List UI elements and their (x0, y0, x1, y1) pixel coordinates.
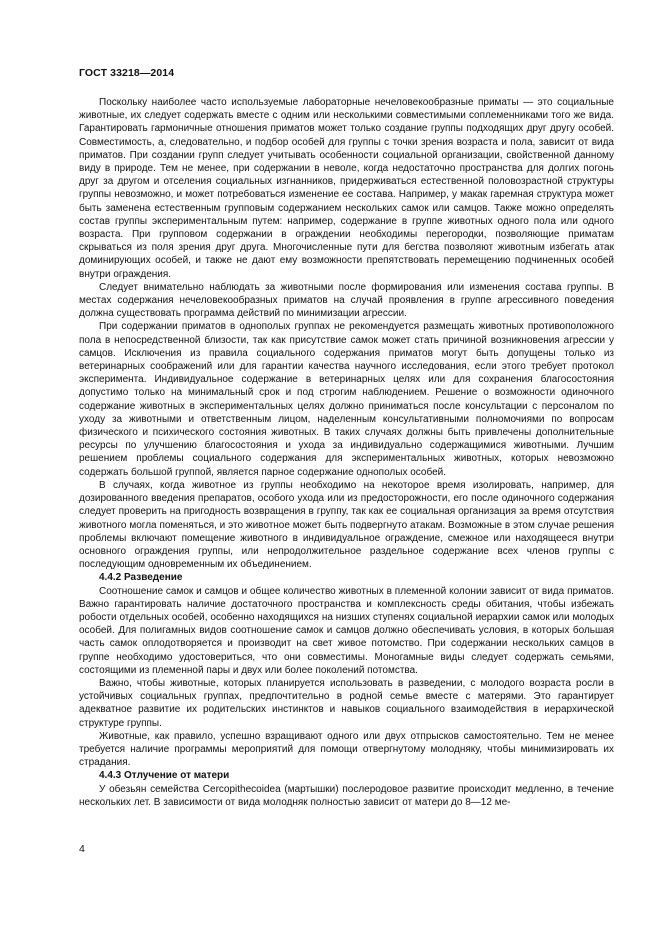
section-heading-breeding: 4.4.2 Разведение (99, 572, 183, 584)
document-body (79, 96, 614, 809)
paragraph: Важно, чтобы животные, которых планируется использовать в разведении, с молодого возраста росли в устойчивых социальных группах, предпочтительно в родной семье вместе с матерями. Это гарантирует адекватное развитие их родительских инстинктов и навыков социального взаимодействия в иерархической структуре группы. (79, 677, 614, 729)
paragraph: Животные, как правило, успешно взращивают одного или двух отпрысков самостоятельно. Тем не менее требуется наличие программы мероприятий для помощи отвергнутому молодняку, чтобы минимизировать их страдания. (79, 730, 614, 769)
document-header: ГОСТ 33218—2014 (79, 67, 175, 79)
paragraph: При содержании приматов в однополых группах не рекомендуется размещать животных противоположного пола в непосредственной близости, так как присутствие самок может стать причиной возникновения агрессии у самцов. Исключения из правила социального содержания приматов могут быть допущены только из ветеринарных соображений или для гарантии качества научного исследования, если этого требует протокол эксперимента. Индивидуальное содержание в ветеринарных целях или для сохранения благосостояния допустимо только на минимальный срок и под строгим наблюдением. Решение о возможности одиночного содержание животных в экспериментальных целях должно приниматься после консультации с персоналом по уходу за животными и ответственным лицом, наделенным консультативными полномочиями по вопросам физического и психического состояния животных. В таких случаях должны быть привлечены дополнительные ресурсы по улучшению благосостояния и ухода за индивидуально содержащимися животными. Лучшим решением проблемы социального содержания для экспериментальных животных, которых невозможно содержать большой группой, является парное содержание однополых особей. (79, 321, 614, 478)
paragraph: В случаях, когда животное из группы необходимо на некоторое время изолировать, например, для дозированного введения препаратов, особого ухода или из предосторожности, его после одиночного содержания следует проверить на пригодность возвращения в группу, так как ее социальная организация за время отсутствия животного могла поменяться, и это животное может быть подвергнуто атакам. Возможные в этом случае решения проблемы включают помещение животного в индивидуальное ограждение, смежное или находящееся внутри основного ограждения группы, или непродолжительное раздельное содержание всех членов группы с последующим одновременным их объединением. (79, 479, 614, 571)
page-number: 4 (79, 843, 85, 855)
paragraph: Следует внимательно наблюдать за животными после формирования или изменения состава группы. В местах содержания нечеловекообразных приматов на случай проявления в группе агрессивного поведения должна существовать программа действий по минимизации агрессии. (79, 281, 614, 320)
section-heading-weaning: 4.4.3 Отлучение от матери (99, 770, 230, 782)
paragraph: Соотношение самок и самцов и общее количество животных в племенной колонии зависит от вида приматов. Важно гарантировать наличие достаточного пространства и комплексность среды обитания, чтобы избежать робости отдельных особей, особенно находящихся на низших ступенях социальной иерархии самок или молодых особей. Для полигамных видов соотношение самок и самцов должно обеспечивать условия, в которых большая часть самок оплодотворяется и производит на свет живое потомство. При содержании нескольких самцов в группе необходимо удостовериться, что они совместимы. Моногамные виды следует содержать семьями, состоящими из племенной пары и двух или более поколений потомства. (79, 585, 614, 676)
paragraph: Поскольку наиболее часто используемые лабораторные нечеловекообразные приматы — это социальные животные, их следует содержать вместе с одним или несколькими совместимыми соплеменниками того же вида. Гарантировать гармоничные отношения приматов может только создание группы подходящих друг другу особей. Совместимость, а, следовательно, и подбор особей для группы с точки зрения возраста и пола, зависит от вида приматов. При создании групп следует учитывать особенности социальной организации, свойственной данному виду в природе. Тем не менее, при содержании в неволе, когда недостаточно пространства для долгих погонь друг за другом и отселения социальных изгнанников, придерживаться естественной половозрастной структуры группы невозможно, и может потребоваться изменение ее состава. Например, у макак гаремная структура может быть заменена естественным групповым содержанием нескольких самок или самцов. Также можно определять состав группы экспериментальным путем: например, содержание в группе животных одного пола или одного возраста. При групповом содержании в ограждении необходимы перегородки, позволяющие приматам скрываться из поля зрения друг друга. Многочисленные пути для бегства позволяют животным избегать атак доминирующих особей, и также не дают ему возможности препятствовать перемещению подчиненных особей внутри ограждения. (79, 97, 614, 280)
paragraph: У обезьян семейства Cercopithecoidea (мартышки) послеродовое развитие происходит медленно, в течение нескольких лет. В зависимости от вида молодняк полностью зависит от матери до 8—12 ме- (79, 783, 614, 808)
